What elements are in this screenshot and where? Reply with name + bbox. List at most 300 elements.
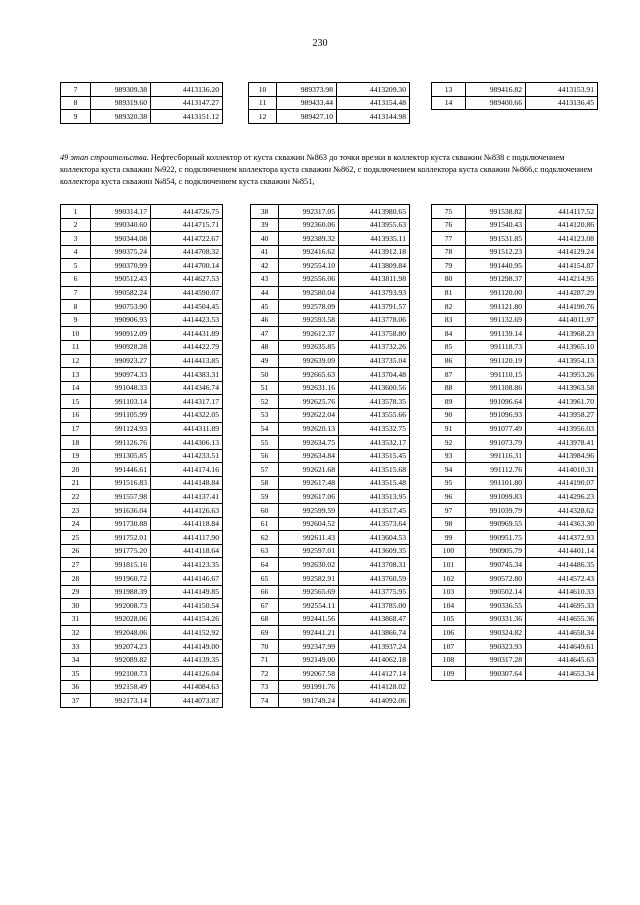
point-number: 66 [251, 585, 279, 599]
coordinate-y: 4413154.48 [337, 96, 410, 110]
coordinate-x: 991121.80 [466, 300, 526, 314]
point-number: 11 [249, 96, 277, 110]
coordinate-y: 4414655.36 [526, 612, 598, 626]
point-number: 107 [432, 640, 466, 654]
coordinate-y: 4414413.85 [151, 354, 223, 368]
coordinate-x: 991446.61 [91, 463, 151, 477]
coordinate-x: 991073.79 [466, 436, 526, 450]
coordinates-table-top-3 [431, 82, 598, 110]
table-row [251, 490, 410, 504]
point-number: 98 [432, 517, 466, 531]
table-row [61, 83, 223, 97]
point-number: 84 [432, 327, 466, 341]
point-number: 57 [251, 463, 279, 477]
point-number: 35 [61, 667, 91, 681]
table-row [432, 517, 598, 531]
point-number: 109 [432, 667, 466, 681]
table-row [61, 531, 223, 545]
coordinate-x: 989400.66 [466, 96, 526, 110]
point-number: 1 [61, 205, 91, 219]
coordinate-x: 992441.56 [279, 612, 339, 626]
coordinate-y: 4414708.32 [151, 245, 223, 259]
coordinate-y: 4414092.06 [339, 694, 410, 708]
table-row [432, 96, 598, 110]
point-number: 51 [251, 381, 279, 395]
coordinate-y: 4413935.11 [339, 232, 410, 246]
coordinate-y: 4414486.35 [526, 558, 598, 572]
point-number: 52 [251, 395, 279, 409]
table-row [432, 422, 598, 436]
coordinate-y: 4414726.75 [151, 205, 223, 219]
table-row [432, 626, 598, 640]
point-number: 90 [432, 408, 466, 422]
point-number: 44 [251, 286, 279, 300]
point-number: 54 [251, 422, 279, 436]
table-row [251, 585, 410, 599]
table-row [432, 504, 598, 518]
point-number: 11 [61, 340, 91, 354]
coordinate-y: 4414695.33 [526, 599, 598, 613]
coordinate-x: 990951.75 [466, 531, 526, 545]
point-number: 37 [61, 694, 91, 708]
coordinate-y: 4413578.35 [339, 395, 410, 409]
point-number: 34 [61, 653, 91, 667]
coordinate-y: 4413793.93 [339, 286, 410, 300]
table-row [61, 626, 223, 640]
coordinate-y: 4414422.79 [151, 340, 223, 354]
coordinate-x: 990340.60 [91, 218, 151, 232]
point-number: 10 [61, 327, 91, 341]
coordinate-y: 4414649.61 [526, 640, 598, 654]
stage-lead: 49 этап строительства. [60, 153, 149, 162]
coordinate-x: 990912.09 [91, 327, 151, 341]
point-number: 19 [61, 449, 91, 463]
coordinate-x: 990906.93 [91, 313, 151, 327]
coordinate-y: 4414128.02 [339, 680, 410, 694]
point-number: 7 [61, 83, 91, 97]
coordinate-x: 991116.31 [466, 449, 526, 463]
coordinate-y: 4414627.53 [151, 272, 223, 286]
table-row [432, 395, 598, 409]
coordinate-x: 991120.00 [466, 286, 526, 300]
table-row [251, 218, 410, 232]
coordinate-x: 992360.06 [279, 218, 339, 232]
coordinate-x: 992634.75 [279, 436, 339, 450]
point-number: 42 [251, 259, 279, 273]
coordinate-x: 990905.79 [466, 544, 526, 558]
coordinate-y: 4414011.97 [526, 313, 598, 327]
coordinate-x: 992089.82 [91, 653, 151, 667]
point-number: 72 [251, 667, 279, 681]
table-row [61, 463, 223, 477]
coordinate-y: 4414722.67 [151, 232, 223, 246]
coordinate-y: 4414383.31 [151, 368, 223, 382]
page-number: 230 [312, 38, 328, 49]
coordinate-y: 4413573.64 [339, 517, 410, 531]
coordinate-x: 990969.55 [466, 517, 526, 531]
coordinate-x: 991516.83 [91, 476, 151, 490]
coordinate-y: 4413515.48 [339, 476, 410, 490]
coordinate-y: 4414214.95 [526, 272, 598, 286]
coordinate-x: 992630.02 [279, 558, 339, 572]
table-row [251, 245, 410, 259]
table-row [432, 599, 598, 613]
coordinate-x: 992617.48 [279, 476, 339, 490]
coordinate-x: 991775.20 [91, 544, 151, 558]
coordinate-y: 4414062.18 [339, 653, 410, 667]
coordinate-x: 991749.24 [279, 694, 339, 708]
coordinate-y: 4414118.84 [151, 517, 223, 531]
point-number: 50 [251, 368, 279, 382]
coordinate-y: 4414431.89 [151, 327, 223, 341]
coordinate-y: 4413144.98 [337, 110, 410, 124]
coordinate-x: 990336.55 [466, 599, 526, 613]
table-row [251, 436, 410, 450]
coordinate-x: 990324.82 [466, 626, 526, 640]
coordinate-x: 992565.69 [279, 585, 339, 599]
point-number: 100 [432, 544, 466, 558]
point-number: 78 [432, 245, 466, 259]
coordinate-y: 4414149.00 [151, 640, 223, 654]
table-row [61, 381, 223, 395]
point-number: 17 [61, 422, 91, 436]
coordinate-x: 992612.37 [279, 327, 339, 341]
coordinate-x: 992593.58 [279, 313, 339, 327]
point-number: 92 [432, 436, 466, 450]
point-number: 65 [251, 572, 279, 586]
table-row [432, 272, 598, 286]
coordinate-y: 4414120.86 [526, 218, 598, 232]
coordinate-y: 4414137.41 [151, 490, 223, 504]
coordinate-y: 4414154.26 [151, 612, 223, 626]
point-number: 28 [61, 572, 91, 586]
coordinate-x: 991540.43 [466, 218, 526, 232]
point-number: 85 [432, 340, 466, 354]
coordinate-x: 992582.91 [279, 572, 339, 586]
point-number: 58 [251, 476, 279, 490]
point-number: 101 [432, 558, 466, 572]
point-number: 80 [432, 272, 466, 286]
coordinate-y: 4413978.41 [526, 436, 598, 450]
table-row [61, 476, 223, 490]
coordinate-x: 992554.10 [279, 259, 339, 273]
point-number: 69 [251, 626, 279, 640]
coordinate-y: 4413955.63 [339, 218, 410, 232]
table-row [61, 259, 223, 273]
coordinate-y: 4414149.85 [151, 585, 223, 599]
coordinate-y: 4413609.35 [339, 544, 410, 558]
coordinate-x: 991118.73 [466, 340, 526, 354]
point-number: 41 [251, 245, 279, 259]
point-number: 18 [61, 436, 91, 450]
table-row [61, 490, 223, 504]
coordinate-y: 4414148.84 [151, 476, 223, 490]
table-row [251, 640, 410, 654]
table-row [251, 504, 410, 518]
point-number: 16 [61, 408, 91, 422]
table-row [251, 354, 410, 368]
coordinate-y: 4414287.29 [526, 286, 598, 300]
table-row [432, 286, 598, 300]
point-number: 39 [251, 218, 279, 232]
point-number: 8 [61, 96, 91, 110]
coordinate-x: 990314.17 [91, 205, 151, 219]
point-number: 4 [61, 245, 91, 259]
coordinate-x: 992599.59 [279, 504, 339, 518]
coordinate-y: 4413809.84 [339, 259, 410, 273]
table-row [61, 436, 223, 450]
point-number: 6 [61, 272, 91, 286]
coordinate-y: 4413209.30 [337, 83, 410, 97]
coordinate-x: 992604.52 [279, 517, 339, 531]
table-row [432, 531, 598, 545]
coordinate-x: 991305.85 [91, 449, 151, 463]
table-row [432, 408, 598, 422]
point-number: 53 [251, 408, 279, 422]
point-number: 75 [432, 205, 466, 219]
point-number: 14 [432, 96, 466, 110]
coordinate-y: 4414610.33 [526, 585, 598, 599]
coordinate-y: 4414372.93 [526, 531, 598, 545]
table-row [61, 313, 223, 327]
coordinate-x: 991120.19 [466, 354, 526, 368]
coordinate-y: 4413515.45 [339, 449, 410, 463]
point-number: 76 [432, 218, 466, 232]
point-number: 13 [432, 83, 466, 97]
table-row [251, 449, 410, 463]
coordinate-y: 4413600.56 [339, 381, 410, 395]
coordinate-y: 4413953.26 [526, 368, 598, 382]
coordinate-x: 990923.27 [91, 354, 151, 368]
coordinate-y: 4413965.10 [526, 340, 598, 354]
coordinate-y: 4414322.05 [151, 408, 223, 422]
point-number: 64 [251, 558, 279, 572]
coordinate-y: 4414123.08 [526, 232, 598, 246]
coordinate-x: 989416.82 [466, 83, 526, 97]
coordinate-x: 991105.99 [91, 408, 151, 422]
coordinate-x: 991557.98 [91, 490, 151, 504]
point-number: 70 [251, 640, 279, 654]
point-number: 73 [251, 680, 279, 694]
point-number: 79 [432, 259, 466, 273]
table-row [61, 96, 223, 110]
table-row [61, 286, 223, 300]
coordinate-x: 992622.04 [279, 408, 339, 422]
coordinate-x: 991730.88 [91, 517, 151, 531]
coordinate-y: 4413968.23 [526, 327, 598, 341]
coordinate-y: 4414653.34 [526, 667, 598, 681]
coordinate-y: 4414126.63 [151, 504, 223, 518]
table-row [61, 354, 223, 368]
coordinate-y: 4414700.14 [151, 259, 223, 273]
coordinate-y: 4413811.98 [339, 272, 410, 286]
point-number: 102 [432, 572, 466, 586]
table-row [61, 245, 223, 259]
table-row [432, 245, 598, 259]
table-row [61, 300, 223, 314]
table-row [61, 599, 223, 613]
point-number: 77 [432, 232, 466, 246]
coordinate-x: 991531.85 [466, 232, 526, 246]
coordinate-y: 4413868.47 [339, 612, 410, 626]
table-row [432, 313, 598, 327]
table-row [432, 640, 598, 654]
point-number: 74 [251, 694, 279, 708]
table-row [61, 653, 223, 667]
coordinate-x: 992028.06 [91, 612, 151, 626]
coordinate-x: 992008.73 [91, 599, 151, 613]
point-number: 106 [432, 626, 466, 640]
point-number: 8 [61, 300, 91, 314]
coordinate-x: 990317.28 [466, 653, 526, 667]
point-number: 47 [251, 327, 279, 341]
table-row [61, 395, 223, 409]
stage-body: Нефтесборный коллектор от куста скважин №863 до точки врезки в коллектор куста скважин №838 с подключением коллектора куста скважин №922, с подключением коллектора куста скважин №862, с подключением коллектора куста скважин №866,с подключением коллектора куста скважин №854, с подключением куста скважин №851, [60, 153, 593, 186]
coordinate-x: 991096.93 [466, 408, 526, 422]
coordinate-y: 4414233.51 [151, 449, 223, 463]
coordinate-x: 992620.13 [279, 422, 339, 436]
coordinate-x: 991099.83 [466, 490, 526, 504]
coordinate-x: 991815.16 [91, 558, 151, 572]
point-number: 93 [432, 449, 466, 463]
coordinate-y: 4413136.45 [526, 96, 598, 110]
coordinate-x: 992108.73 [91, 667, 151, 681]
coordinate-x: 990323.93 [466, 640, 526, 654]
point-number: 21 [61, 476, 91, 490]
point-number: 91 [432, 422, 466, 436]
point-number: 5 [61, 259, 91, 273]
point-number: 68 [251, 612, 279, 626]
point-number: 89 [432, 395, 466, 409]
coordinate-x: 990974.33 [91, 368, 151, 382]
coordinate-y: 4414715.71 [151, 218, 223, 232]
point-number: 94 [432, 463, 466, 477]
coordinate-y: 4413984.96 [526, 449, 598, 463]
coordinate-x: 990375.24 [91, 245, 151, 259]
table-row [251, 531, 410, 545]
table-row [251, 327, 410, 341]
point-number: 15 [61, 395, 91, 409]
table-row [249, 96, 410, 110]
coordinate-x: 991440.95 [466, 259, 526, 273]
coordinate-x: 991991.76 [279, 680, 339, 694]
point-number: 87 [432, 368, 466, 382]
point-number: 95 [432, 476, 466, 490]
table-row [61, 110, 223, 124]
coordinate-x: 990753.90 [91, 300, 151, 314]
table-row [432, 653, 598, 667]
table-row [61, 449, 223, 463]
table-row [432, 83, 598, 97]
coordinate-y: 4413136.20 [151, 83, 223, 97]
coordinate-x: 991298.37 [466, 272, 526, 286]
point-number: 55 [251, 436, 279, 450]
point-number: 97 [432, 504, 466, 518]
table-row [432, 585, 598, 599]
coordinate-y: 4414117.90 [151, 531, 223, 545]
point-number: 29 [61, 585, 91, 599]
table-row [251, 340, 410, 354]
table-row [61, 422, 223, 436]
point-number: 36 [61, 680, 91, 694]
coordinates-table-top-1 [60, 82, 223, 124]
table-row [251, 612, 410, 626]
coordinate-x: 991101.80 [466, 476, 526, 490]
coordinate-x: 990502.14 [466, 585, 526, 599]
table-row [61, 667, 223, 681]
table-row [432, 205, 598, 219]
coordinate-x: 991124.93 [91, 422, 151, 436]
coordinate-y: 4414328.62 [526, 504, 598, 518]
coordinate-y: 4413735.04 [339, 354, 410, 368]
coordinate-x: 992441.21 [279, 626, 339, 640]
coordinate-x: 991103.14 [91, 395, 151, 409]
coordinate-y: 4413153.91 [526, 83, 598, 97]
table-row [61, 368, 223, 382]
coordinate-y: 4413513.95 [339, 490, 410, 504]
point-number: 81 [432, 286, 466, 300]
coordinate-y: 4414073.87 [151, 694, 223, 708]
coordinate-y: 4414504.45 [151, 300, 223, 314]
coordinate-y: 4413555.66 [339, 408, 410, 422]
point-number: 27 [61, 558, 91, 572]
table-row [432, 232, 598, 246]
coordinate-x: 992416.62 [279, 245, 339, 259]
table-row [251, 408, 410, 422]
coordinate-x: 992621.68 [279, 463, 339, 477]
table-row [251, 259, 410, 273]
point-number: 49 [251, 354, 279, 368]
point-number: 25 [61, 531, 91, 545]
coordinate-x: 992611.43 [279, 531, 339, 545]
coordinate-x: 992578.09 [279, 300, 339, 314]
coordinates-table-top-2 [248, 82, 410, 124]
table-row [251, 300, 410, 314]
point-number: 26 [61, 544, 91, 558]
table-row [61, 612, 223, 626]
coordinate-y: 4414174.16 [151, 463, 223, 477]
point-number: 33 [61, 640, 91, 654]
point-number: 105 [432, 612, 466, 626]
point-number: 62 [251, 531, 279, 545]
point-number: 3 [61, 232, 91, 246]
coordinate-y: 4413704.48 [339, 368, 410, 382]
point-number: 59 [251, 490, 279, 504]
point-number: 38 [251, 205, 279, 219]
coordinate-x: 992665.63 [279, 368, 339, 382]
coordinate-x: 991108.86 [466, 381, 526, 395]
point-number: 103 [432, 585, 466, 599]
coordinate-x: 991960.72 [91, 572, 151, 586]
coordinate-y: 4413963.58 [526, 381, 598, 395]
table-row [432, 476, 598, 490]
table-row [432, 354, 598, 368]
table-row [432, 449, 598, 463]
point-number: 14 [61, 381, 91, 395]
coordinate-y: 4414152.92 [151, 626, 223, 640]
table-row [249, 110, 410, 124]
coordinate-y: 4413732.26 [339, 340, 410, 354]
table-row [251, 422, 410, 436]
coordinate-y: 4413151.12 [151, 110, 223, 124]
point-number: 40 [251, 232, 279, 246]
point-number: 67 [251, 599, 279, 613]
point-number: 99 [432, 531, 466, 545]
coordinate-x: 992158.49 [91, 680, 151, 694]
coordinate-y: 4414190.07 [526, 476, 598, 490]
table-row [432, 300, 598, 314]
table-row [251, 463, 410, 477]
